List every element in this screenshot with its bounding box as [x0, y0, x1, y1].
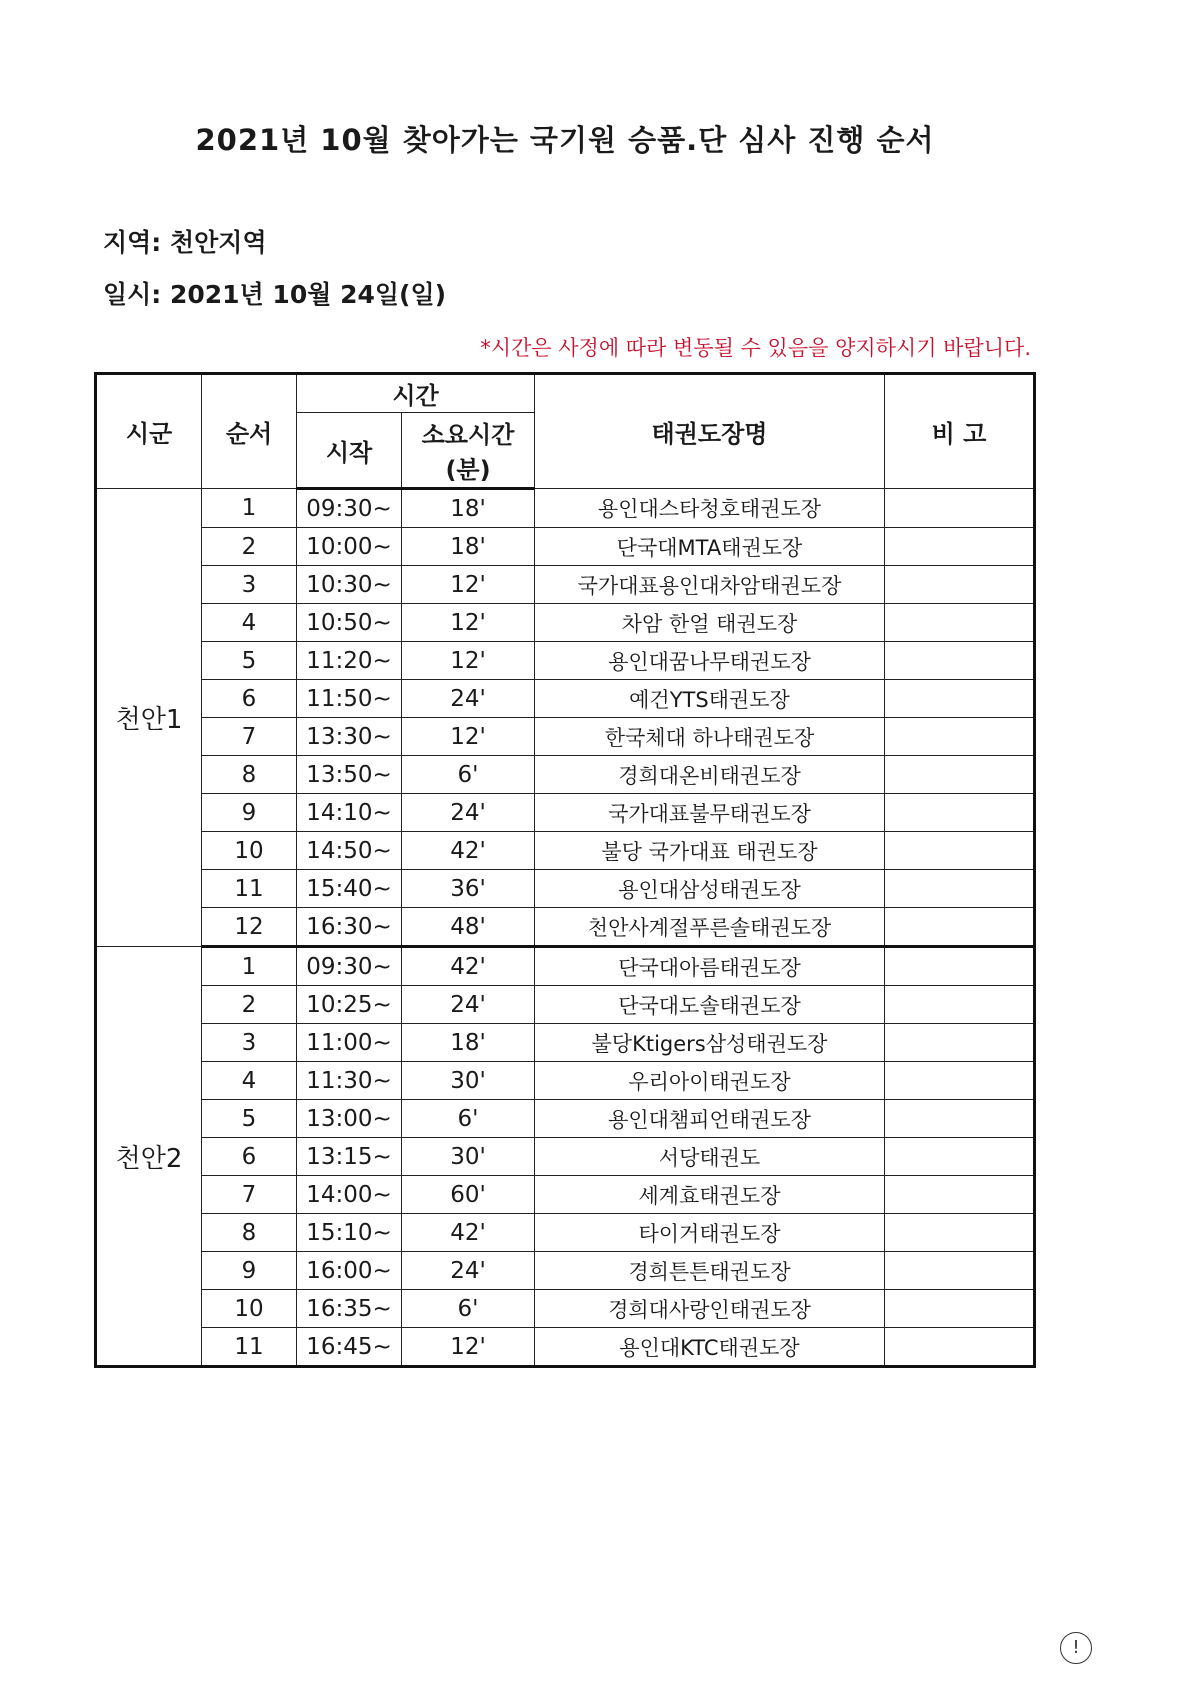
table-row — [96, 1214, 1035, 1252]
start-time-cell: 11:30~ — [297, 1062, 402, 1100]
schedule-table — [94, 372, 1036, 1368]
duration-cell: 6' — [402, 1290, 535, 1328]
order-cell: 3 — [202, 566, 297, 604]
dojang-name-cell: 천안사계절푸른솔태권도장 — [535, 908, 885, 947]
header-name: 태권도장명 — [535, 374, 885, 489]
duration-cell: 18' — [402, 528, 535, 566]
order-cell: 11 — [202, 870, 297, 908]
start-time-cell: 15:40~ — [297, 870, 402, 908]
duration-cell: 18' — [402, 1024, 535, 1062]
table-row — [96, 1328, 1035, 1367]
header-order: 순서 — [202, 374, 297, 489]
header-duration-line2: (분) — [445, 456, 491, 484]
header-note: 비 고 — [885, 374, 1035, 489]
order-cell: 2 — [202, 528, 297, 566]
duration-cell: 12' — [402, 566, 535, 604]
duration-cell: 6' — [402, 756, 535, 794]
table-row — [96, 642, 1035, 680]
dojang-name-cell: 경희대사랑인태권도장 — [535, 1290, 885, 1328]
start-time-cell: 10:25~ — [297, 986, 402, 1024]
dojang-name-cell: 불당Ktigers삼성태권도장 — [535, 1024, 885, 1062]
order-cell: 10 — [202, 1290, 297, 1328]
duration-cell: 24' — [402, 794, 535, 832]
header-start: 시작 — [297, 413, 402, 489]
dojang-name-cell: 경희대온비태권도장 — [535, 756, 885, 794]
order-cell: 5 — [202, 642, 297, 680]
order-cell: 12 — [202, 908, 297, 947]
header-time: 시간 — [297, 374, 535, 413]
start-time-cell: 10:30~ — [297, 566, 402, 604]
order-cell: 1 — [202, 489, 297, 528]
duration-cell: 12' — [402, 604, 535, 642]
table-row — [96, 1024, 1035, 1062]
order-cell: 8 — [202, 1214, 297, 1252]
duration-cell: 12' — [402, 642, 535, 680]
duration-cell: 24' — [402, 680, 535, 718]
note-cell — [885, 1290, 1035, 1328]
page-mark: ! — [1060, 1632, 1092, 1664]
table-row — [96, 566, 1035, 604]
start-time-cell: 16:35~ — [297, 1290, 402, 1328]
order-cell: 8 — [202, 756, 297, 794]
note-cell — [885, 680, 1035, 718]
group-label: 천안1 — [96, 489, 202, 947]
note-cell — [885, 566, 1035, 604]
note-cell — [885, 528, 1035, 566]
start-time-cell: 14:10~ — [297, 794, 402, 832]
dojang-name-cell: 우리아이태권도장 — [535, 1062, 885, 1100]
start-time-cell: 09:30~ — [297, 489, 402, 528]
table-row — [96, 947, 1035, 986]
dojang-name-cell: 예건YTS태권도장 — [535, 680, 885, 718]
order-cell: 4 — [202, 1062, 297, 1100]
order-cell: 11 — [202, 1328, 297, 1367]
order-cell: 5 — [202, 1100, 297, 1138]
note-cell — [885, 489, 1035, 528]
note-cell — [885, 1100, 1035, 1138]
note-cell — [885, 870, 1035, 908]
order-cell: 6 — [202, 680, 297, 718]
table-row — [96, 1252, 1035, 1290]
table-row — [96, 1176, 1035, 1214]
order-cell: 7 — [202, 718, 297, 756]
start-time-cell: 13:30~ — [297, 718, 402, 756]
duration-cell: 6' — [402, 1100, 535, 1138]
note-cell — [885, 908, 1035, 947]
dojang-name-cell: 국가대표불무태권도장 — [535, 794, 885, 832]
dojang-name-cell: 국가대표용인대차암태권도장 — [535, 566, 885, 604]
order-cell: 4 — [202, 604, 297, 642]
schedule-body — [96, 489, 1035, 1367]
start-time-cell: 16:30~ — [297, 908, 402, 947]
duration-cell: 36' — [402, 870, 535, 908]
duration-cell: 48' — [402, 908, 535, 947]
group-label: 천안2 — [96, 947, 202, 1367]
duration-cell: 24' — [402, 1252, 535, 1290]
note-cell — [885, 642, 1035, 680]
note-cell — [885, 1252, 1035, 1290]
note-cell — [885, 832, 1035, 870]
note-cell — [885, 1062, 1035, 1100]
note-cell — [885, 1214, 1035, 1252]
region-label: 지역: 천안지역 — [103, 228, 267, 257]
start-time-cell: 14:50~ — [297, 832, 402, 870]
start-time-cell: 13:00~ — [297, 1100, 402, 1138]
order-cell: 9 — [202, 1252, 297, 1290]
duration-cell: 12' — [402, 718, 535, 756]
table-row — [96, 1100, 1035, 1138]
duration-cell: 18' — [402, 489, 535, 528]
note-cell — [885, 604, 1035, 642]
start-time-cell: 10:50~ — [297, 604, 402, 642]
table-row — [96, 908, 1035, 947]
dojang-name-cell: 용인대KTC태권도장 — [535, 1328, 885, 1367]
dojang-name-cell: 경희튼튼태권도장 — [535, 1252, 885, 1290]
order-cell: 6 — [202, 1138, 297, 1176]
table-row — [96, 756, 1035, 794]
duration-cell: 30' — [402, 1062, 535, 1100]
dojang-name-cell: 타이거태권도장 — [535, 1214, 885, 1252]
table-row — [96, 1062, 1035, 1100]
duration-cell: 24' — [402, 986, 535, 1024]
table-row — [96, 794, 1035, 832]
duration-cell: 42' — [402, 1214, 535, 1252]
date-label: 일시: 2021년 10월 24일(일) — [103, 280, 447, 309]
start-time-cell: 16:45~ — [297, 1328, 402, 1367]
order-cell: 2 — [202, 986, 297, 1024]
table-row — [96, 528, 1035, 566]
table-row — [96, 1290, 1035, 1328]
dojang-name-cell: 단국대아름태권도장 — [535, 947, 885, 986]
table-row — [96, 1138, 1035, 1176]
start-time-cell: 11:50~ — [297, 680, 402, 718]
dojang-name-cell: 용인대스타청호태권도장 — [535, 489, 885, 528]
duration-cell: 60' — [402, 1176, 535, 1214]
dojang-name-cell: 불당 국가대표 태권도장 — [535, 832, 885, 870]
note-cell — [885, 947, 1035, 986]
note-cell — [885, 1138, 1035, 1176]
dojang-name-cell: 한국체대 하나태권도장 — [535, 718, 885, 756]
dojang-name-cell: 용인대꿈나무태권도장 — [535, 642, 885, 680]
start-time-cell: 13:15~ — [297, 1138, 402, 1176]
start-time-cell: 16:00~ — [297, 1252, 402, 1290]
table-row — [96, 489, 1035, 528]
schedule-notice: *시간은 사정에 따라 변동될 수 있음을 양지하시기 바랍니다. — [480, 336, 1031, 360]
order-cell: 3 — [202, 1024, 297, 1062]
note-cell — [885, 718, 1035, 756]
order-cell: 1 — [202, 947, 297, 986]
duration-cell: 12' — [402, 1328, 535, 1367]
order-cell: 10 — [202, 832, 297, 870]
note-cell — [885, 986, 1035, 1024]
dojang-name-cell: 차암 한얼 태권도장 — [535, 604, 885, 642]
note-cell — [885, 1024, 1035, 1062]
table-row — [96, 832, 1035, 870]
start-time-cell: 15:10~ — [297, 1214, 402, 1252]
dojang-name-cell: 용인대챔피언태권도장 — [535, 1100, 885, 1138]
order-cell: 7 — [202, 1176, 297, 1214]
duration-cell: 42' — [402, 832, 535, 870]
start-time-cell: 13:50~ — [297, 756, 402, 794]
dojang-name-cell: 단국대MTA태권도장 — [535, 528, 885, 566]
start-time-cell: 09:30~ — [297, 947, 402, 986]
table-row — [96, 604, 1035, 642]
header-duration — [402, 413, 535, 489]
note-cell — [885, 1328, 1035, 1367]
duration-cell: 30' — [402, 1138, 535, 1176]
dojang-name-cell: 단국대도솔태권도장 — [535, 986, 885, 1024]
table-row — [96, 718, 1035, 756]
table-row — [96, 870, 1035, 908]
header-group: 시군 — [96, 374, 202, 489]
duration-cell: 42' — [402, 947, 535, 986]
note-cell — [885, 756, 1035, 794]
table-row — [96, 986, 1035, 1024]
start-time-cell: 14:00~ — [297, 1176, 402, 1214]
note-cell — [885, 794, 1035, 832]
start-time-cell: 11:20~ — [297, 642, 402, 680]
start-time-cell: 11:00~ — [297, 1024, 402, 1062]
document-title: 2021년 10월 찾아가는 국기원 승품.단 심사 진행 순서 — [195, 123, 935, 157]
dojang-name-cell: 세계효태권도장 — [535, 1176, 885, 1214]
start-time-cell: 10:00~ — [297, 528, 402, 566]
order-cell: 9 — [202, 794, 297, 832]
note-cell — [885, 1176, 1035, 1214]
table-row — [96, 680, 1035, 718]
dojang-name-cell: 용인대삼성태권도장 — [535, 870, 885, 908]
dojang-name-cell: 서당태권도 — [535, 1138, 885, 1176]
header-duration-line1: 소요시간 — [421, 421, 515, 449]
